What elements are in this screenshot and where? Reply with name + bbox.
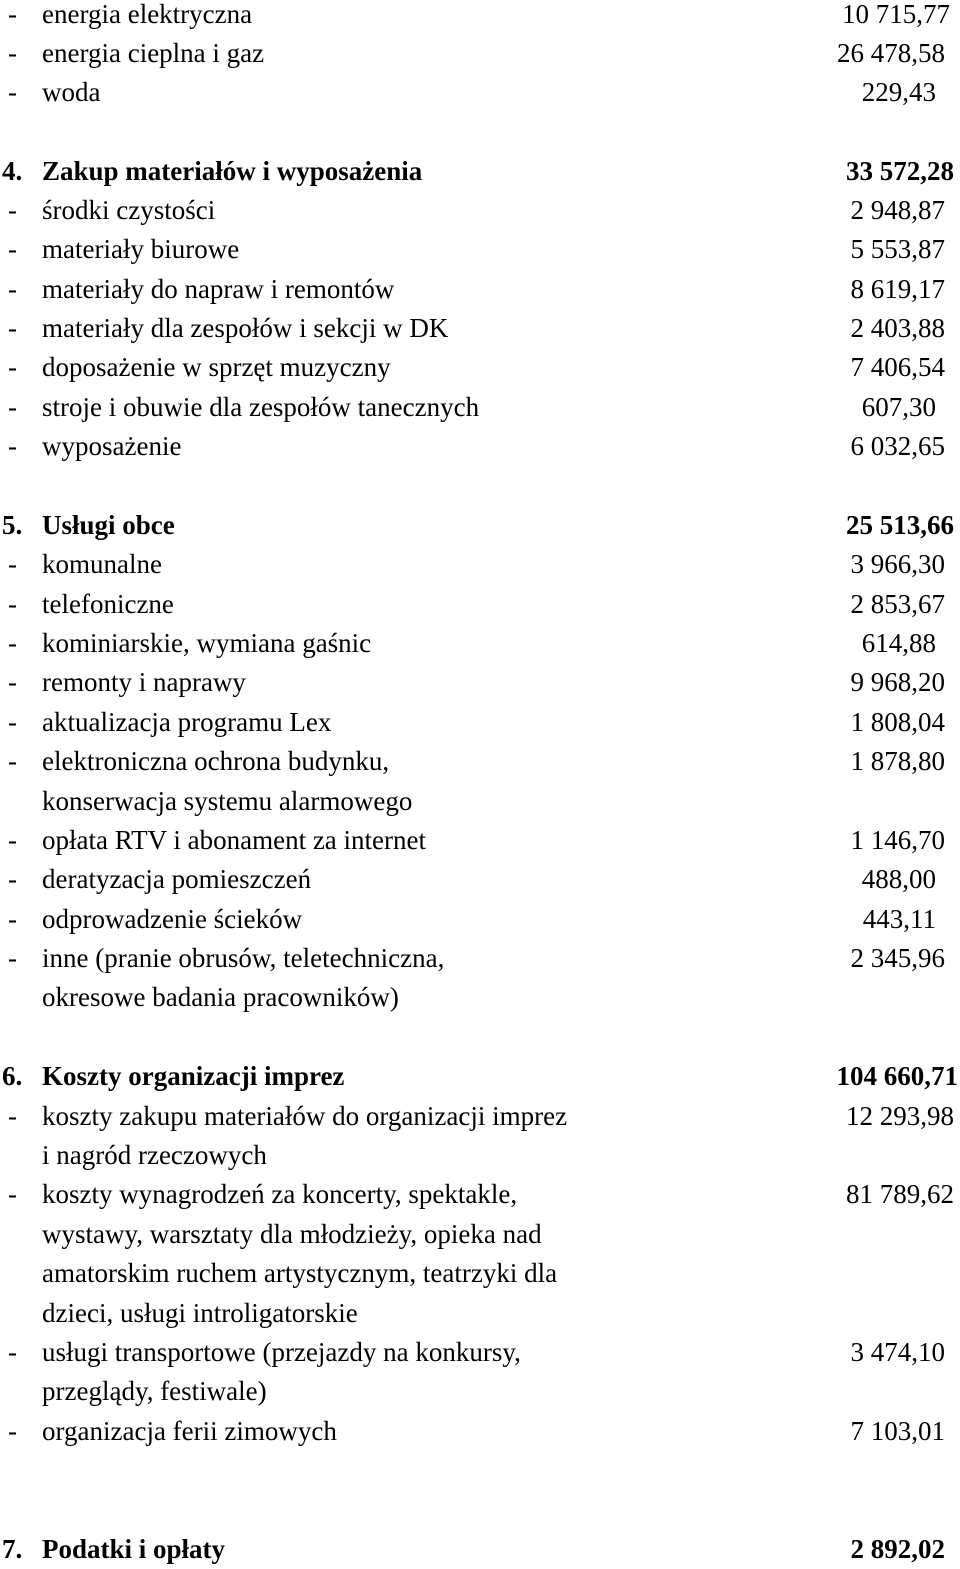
item-amount: 81 789,62 <box>846 1179 954 1209</box>
dash-marker: - <box>8 274 17 304</box>
list-item-continuation <box>0 1215 960 1254</box>
dash-marker: - <box>8 77 17 107</box>
list-item <box>0 1175 960 1214</box>
dash-marker: - <box>8 549 17 579</box>
item-amount: 12 293,98 <box>846 1101 954 1131</box>
item-label: odprowadzenie ścieków <box>42 904 303 934</box>
item-amount: 2 853,67 <box>850 589 945 619</box>
dash-marker: - <box>8 746 17 776</box>
section-heading <box>0 506 960 545</box>
dash-marker: - <box>8 1101 17 1131</box>
item-label: dzieci, usługi introligatorskie <box>42 1298 358 1328</box>
item-amount: 1 808,04 <box>850 707 945 737</box>
item-label: stroje i obuwie dla zespołów tanecznych <box>42 392 480 422</box>
dash-marker: - <box>8 392 17 422</box>
item-label: koszty zakupu materiałów do organizacji imprez <box>42 1101 568 1131</box>
list-item <box>0 1097 960 1136</box>
dash-marker: - <box>8 1337 17 1367</box>
dash-marker: - <box>8 0 17 29</box>
item-amount: 614,88 <box>861 628 936 658</box>
dash-marker: - <box>8 707 17 737</box>
item-label: doposażenie w sprzęt muzyczny <box>42 352 391 382</box>
item-label: materiały biurowe <box>42 234 240 264</box>
item-label: okresowe badania pracowników) <box>42 982 399 1012</box>
dash-marker: - <box>8 1416 17 1446</box>
section-total: 104 660,71 <box>836 1061 958 1091</box>
dash-marker: - <box>8 352 17 382</box>
item-amount: 26 478,58 <box>837 38 945 68</box>
section-total: 33 572,28 <box>846 156 954 186</box>
section-number: 5. <box>2 510 23 540</box>
list-item <box>0 545 960 584</box>
item-label: i nagród rzeczowych <box>42 1140 267 1170</box>
item-label: konserwacja systemu alarmowego <box>42 786 413 816</box>
dash-marker: - <box>8 825 17 855</box>
list-item <box>0 270 960 309</box>
item-amount: 1 878,80 <box>850 746 945 776</box>
dash-marker: - <box>8 904 17 934</box>
item-amount: 7 103,01 <box>850 1416 945 1446</box>
item-amount: 229,43 <box>861 77 936 107</box>
section-title: Podatki i opłaty <box>42 1534 226 1564</box>
dash-marker: - <box>8 667 17 697</box>
item-label: deratyzacja pomieszczeń <box>42 864 312 894</box>
item-amount: 7 406,54 <box>850 352 945 382</box>
dash-marker: - <box>8 313 17 343</box>
dash-marker: - <box>8 864 17 894</box>
item-amount: 3 474,10 <box>850 1337 945 1367</box>
item-amount: 8 619,17 <box>850 274 945 304</box>
list-item <box>0 427 960 466</box>
item-label: amatorskim ruchem artystycznym, teatrzyki dla <box>42 1258 558 1288</box>
item-amount: 607,30 <box>861 392 936 422</box>
section-title: Koszty organizacji imprez <box>42 1061 345 1091</box>
item-amount: 6 032,65 <box>850 431 945 461</box>
item-label: koszty wynagrodzeń za koncerty, spektakle, <box>42 1179 518 1209</box>
list-item <box>0 860 960 899</box>
item-label: organizacja ferii zimowych <box>42 1416 337 1446</box>
list-item <box>0 230 960 269</box>
item-label: środki czystości <box>42 195 216 225</box>
section-number: 7. <box>2 1534 23 1564</box>
section-title: Usługi obce <box>42 510 175 540</box>
section-heading <box>0 1057 960 1096</box>
item-label: energia elektryczna <box>42 0 253 29</box>
item-label: telefoniczne <box>42 589 174 619</box>
item-label: materiały do napraw i remontów <box>42 274 395 304</box>
item-label: wystawy, warsztaty dla młodzieży, opieka nad <box>42 1219 542 1249</box>
item-label: inne (pranie obrusów, teletechniczna, <box>42 943 445 973</box>
item-label: wyposażenie <box>42 431 182 461</box>
list-item <box>0 742 960 781</box>
item-amount: 443,11 <box>862 904 936 934</box>
item-amount: 9 968,20 <box>850 667 945 697</box>
item-amount: 5 553,87 <box>850 234 945 264</box>
section-heading <box>0 152 960 191</box>
list-item-continuation <box>0 1294 960 1333</box>
list-item <box>0 191 960 230</box>
section-heading <box>0 1530 960 1569</box>
item-label: remonty i naprawy <box>42 667 246 697</box>
list-item-continuation <box>0 1254 960 1293</box>
list-item <box>0 703 960 742</box>
item-label: aktualizacja programu Lex <box>42 707 332 737</box>
list-item-continuation <box>0 782 960 821</box>
item-label: woda <box>42 77 101 107</box>
dash-marker: - <box>8 589 17 619</box>
list-item <box>0 663 960 702</box>
list-item-continuation <box>0 978 960 1017</box>
dash-marker: - <box>8 943 17 973</box>
list-item <box>0 939 960 978</box>
list-item-continuation <box>0 1136 960 1175</box>
item-label: opłata RTV i abonament za internet <box>42 825 426 855</box>
list-item <box>0 73 960 112</box>
section-total: 2 892,02 <box>850 1534 945 1564</box>
section-title: Zakup materiałów i wyposażenia <box>42 156 423 186</box>
section-total: 25 513,66 <box>846 510 954 540</box>
dash-marker: - <box>8 431 17 461</box>
list-item <box>0 1412 960 1451</box>
item-label: elektroniczna ochrona budynku, <box>42 746 390 776</box>
list-item <box>0 624 960 663</box>
list-item <box>0 388 960 427</box>
dash-marker: - <box>8 38 17 68</box>
dash-marker: - <box>8 1179 17 1209</box>
item-amount: 2 403,88 <box>850 313 945 343</box>
item-amount: 3 966,30 <box>850 549 945 579</box>
item-amount: 2 345,96 <box>850 943 945 973</box>
item-label: energia cieplna i gaz <box>42 38 265 68</box>
list-item <box>0 309 960 348</box>
item-label: komunalne <box>42 549 162 579</box>
list-item <box>0 585 960 624</box>
list-item <box>0 900 960 939</box>
section-number: 4. <box>2 156 23 186</box>
item-amount: 10 715,77 <box>842 0 950 29</box>
item-label: kominiarskie, wymiana gaśnic <box>42 628 372 658</box>
list-item-continuation <box>0 1372 960 1411</box>
dash-marker: - <box>8 628 17 658</box>
section-number: 6. <box>2 1061 23 1091</box>
dash-marker: - <box>8 234 17 264</box>
item-amount: 1 146,70 <box>850 825 945 855</box>
item-label: materiały dla zespołów i sekcji w DK <box>42 313 449 343</box>
list-item <box>0 821 960 860</box>
list-item <box>0 0 960 34</box>
dash-marker: - <box>8 195 17 225</box>
list-item <box>0 348 960 387</box>
item-amount: 2 948,87 <box>850 195 945 225</box>
item-amount: 488,00 <box>861 864 936 894</box>
item-label: usługi transportowe (przejazdy na konkursy, <box>42 1337 521 1367</box>
list-item <box>0 34 960 73</box>
item-label: przeglądy, festiwale) <box>42 1376 267 1406</box>
list-item <box>0 1333 960 1372</box>
